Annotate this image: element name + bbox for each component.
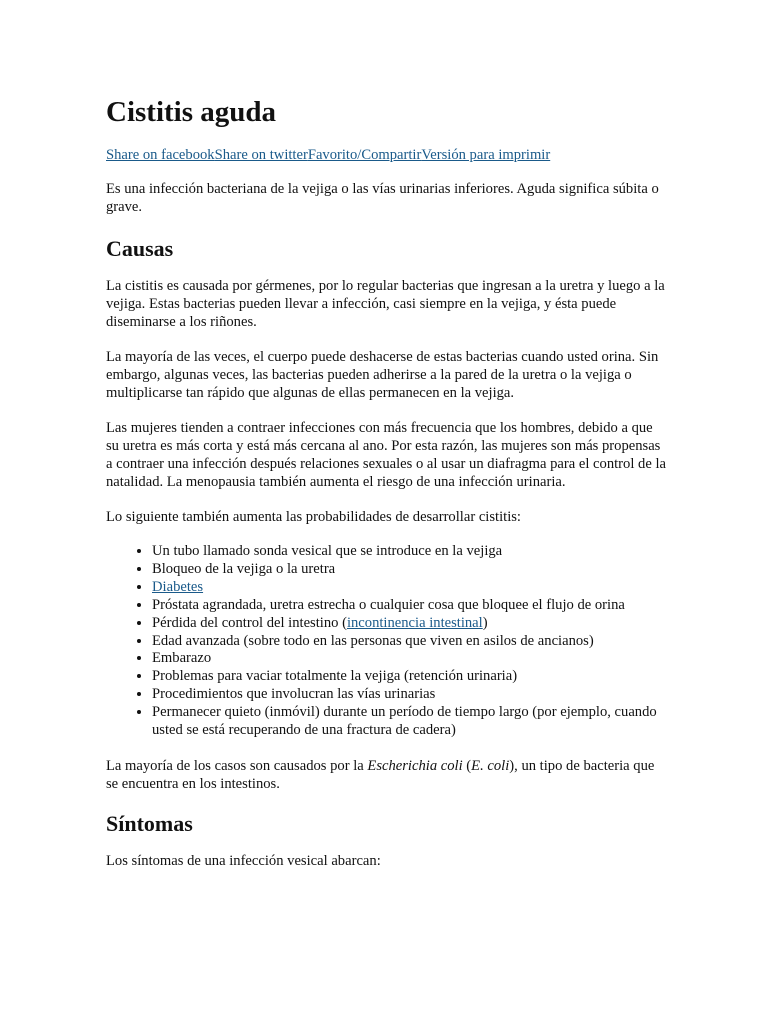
list-item [152, 579, 666, 597]
list-item-text: Pérdida del control del intestino ( [152, 614, 347, 631]
causas-paragraph-1: La cistitis es causada por gérmenes, por lo regular bacterias que ingresan a la uretra y luego a la vejiga. Estas bacterias pueden llevar a infección, casi siempre en la vejiga, y ésta puede diseminarse a los riñones. [106, 278, 665, 330]
diabetes-link[interactable]: Diabetes [152, 578, 204, 595]
print-version-link[interactable]: Versión para imprimir [421, 147, 551, 163]
list-item: • Edad avanzada (sobre todo en las personas que viven en asilos de ancianos) [152, 633, 666, 651]
list-item-text: ) [482, 614, 488, 631]
paragraph-text: La mayoría de los casos son causados por la [106, 757, 368, 774]
share-facebook-link[interactable]: Share on facebook [106, 147, 215, 163]
intro-paragraph: Es una infección bacteriana de la vejiga o las vías urinarias inferiores. Aguda significa súbita o grave. [106, 181, 659, 215]
share-links [106, 146, 666, 164]
intestinal-incontinence-link[interactable]: incontinencia intestinal [346, 614, 483, 631]
favorite-share-link[interactable]: Favorito/Compartir [307, 147, 422, 163]
causas-paragraph-4: Lo siguiente también aumenta las probabilidades de desarrollar cistitis: [106, 509, 521, 525]
list-item: • Un tubo llamado sonda vesical que se introduce en la vejiga [152, 543, 666, 561]
list-item [152, 615, 666, 633]
risk-factors-list [106, 543, 666, 740]
share-twitter-link[interactable]: Share on twitter [214, 147, 308, 163]
paragraph-text: ( [462, 757, 472, 774]
list-item: • Permanecer quieto (inmóvil) durante un período de tiempo largo (por ejemplo, cuando usted se está recuperando de una fractura de cadera) [152, 704, 666, 740]
list-item: • Próstata agrandada, uretra estrecha o cualquier cosa que bloquee el flujo de orina [152, 597, 666, 615]
sintomas-heading: Síntomas [106, 810, 193, 836]
sintomas-paragraph-1: Los síntomas de una infección vesical abarcan: [106, 852, 381, 869]
page-title: Cistitis aguda [106, 96, 277, 128]
causas-paragraph-5 [106, 757, 666, 793]
causas-heading: Causas [106, 236, 174, 261]
paragraph-text: ), un tipo de bacteria que se encuentra en los intestinos. [106, 757, 655, 792]
causas-paragraph-3: Las mujeres tienden a contraer infecciones con más frecuencia que los hombres, debido a que su uretra es más corta y está más cercana al ano. Por esta razón, las mujeres son más propensas a contraer una infección después relaciones sexuales o al usar un diafragma para el control de la natalidad. La menopausia también aumenta el riesgo de una infección urinaria. [106, 420, 666, 490]
list-item: • Procedimientos que involucran las vías urinarias [152, 686, 666, 704]
causas-paragraph-2: La mayoría de las veces, el cuerpo puede deshacerse de estas bacterias cuando usted orina. Sin embargo, algunas veces, las bacterias pueden adherirse a la pared de la uretra o la vejiga o multiplicarse tan rápido que algunas de ellas permanecen en la vejiga. [106, 349, 659, 401]
species-name-italic: Escherichia coli [367, 757, 463, 774]
list-item: • Embarazo [152, 650, 666, 668]
document-page [106, 88, 666, 887]
list-item: • Problemas para vaciar totalmente la vejiga (retención urinaria) [152, 668, 666, 686]
abbreviation-italic: E. coli [471, 757, 510, 774]
list-item: • Bloqueo de la vejiga o la uretra [152, 561, 666, 579]
